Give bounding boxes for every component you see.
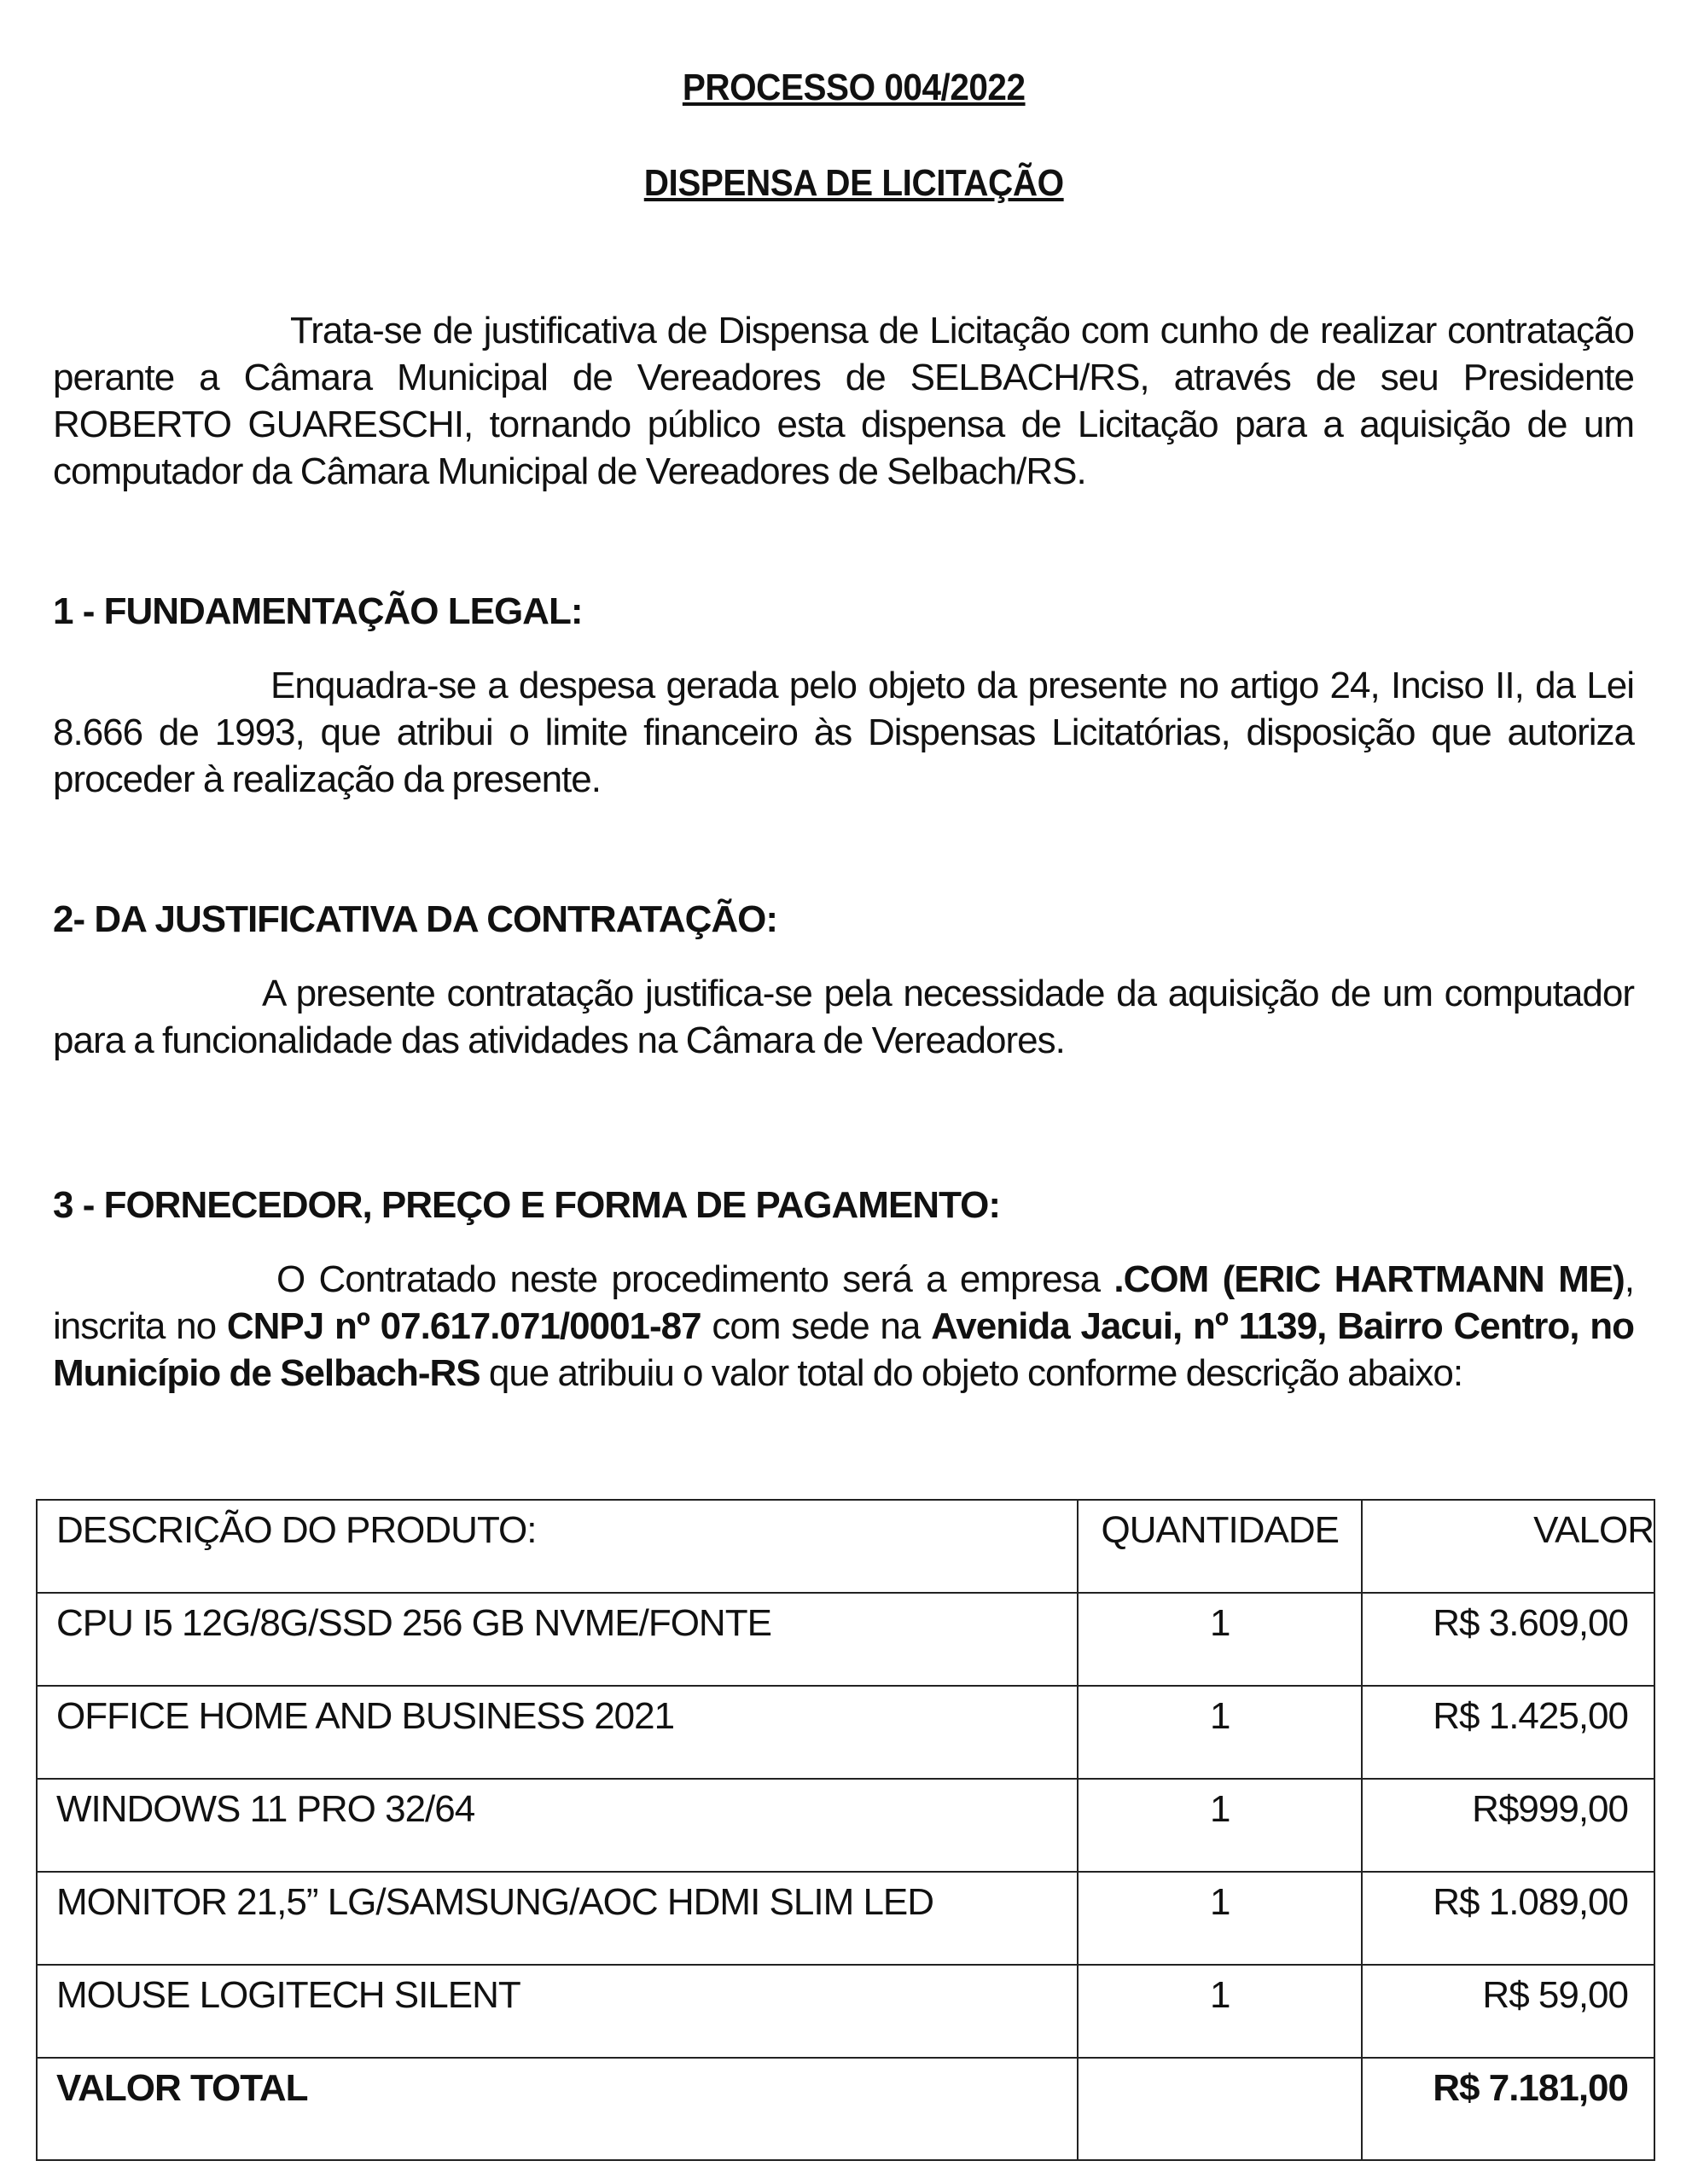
table-row [37, 1686, 1654, 1779]
header-description: DESCRIÇÃO DO PRODUTO: [37, 1500, 1078, 1593]
intro-paragraph [53, 307, 1634, 495]
total-value: R$ 7.181,00 [1362, 2058, 1654, 2160]
section-3-text-1: O Contratado neste procedimento será a empresa [276, 1258, 1101, 1300]
section-3-text-4: que atribuiu o valor total do objeto conforme descrição abaixo: [488, 1352, 1463, 1394]
company-name: .COM (ERIC HARTMANN ME) [1113, 1258, 1625, 1300]
section-3-heading: 3 - FORNECEDOR, PREÇO E FORMA DE PAGAMENTO: [53, 1184, 1001, 1226]
row-description: MOUSE LOGITECH SILENT [37, 1965, 1078, 2058]
products-table [36, 1499, 1655, 2161]
cnpj-number: CNPJ nº 07.617.071/0001-87 [226, 1305, 701, 1347]
section-1-text: Enquadra-se a despesa gerada pelo objeto da presente no artigo 24, Inciso II, da Lei 8.666 de 1993, que atribui o limite financeiro às Dispensas Licitatórias, disposição que autoriza proceder à realização da presente. [53, 665, 1634, 800]
row-value: R$ 1.089,00 [1362, 1872, 1654, 1965]
section-2-heading: 2- DA JUSTIFICATIVA DA CONTRATAÇÃO: [53, 898, 778, 940]
table-row [37, 1593, 1654, 1686]
row-description: WINDOWS 11 PRO 32/64 [37, 1779, 1078, 1872]
table-row [37, 1872, 1654, 1965]
section-3-body [53, 1256, 1634, 1397]
header-quantity: QUANTIDADE [1078, 1500, 1362, 1593]
row-description: CPU I5 12G/8G/SSD 256 GB NVME/FONTE [37, 1593, 1078, 1686]
section-2-body [53, 970, 1634, 1064]
section-3-text-3: com sede na [712, 1305, 921, 1347]
intro-text: Trata-se de justificativa de Dispensa de Licitação com cunho de realizar contratação perante a Câmara Municipal de Vereadores de SELBACH/RS, através de seu Presidente ROBERTO GUARESCHI, tornando público esta dispensa de Licitação para a aquisição de um computador da Câmara Municipal de Vereadores de Selbach/RS. [53, 310, 1634, 492]
total-label: VALOR TOTAL [37, 2058, 1078, 2160]
table-row [37, 1779, 1654, 1872]
row-value: R$ 59,00 [1362, 1965, 1654, 2058]
row-quantity: 1 [1078, 1779, 1362, 1872]
total-quantity [1078, 2058, 1362, 2160]
section-3-text-2: , inscrita no [53, 1258, 1634, 1347]
row-quantity: 1 [1078, 1872, 1362, 1965]
header-value: VALOR [1362, 1500, 1654, 1593]
section-2-text: A presente contratação justifica-se pela necessidade da aquisição de um computador para a funcionalidade das atividades na Câmara de Vereadores. [53, 973, 1634, 1061]
document-title: DISPENSA DE LICITAÇÃO [643, 162, 1064, 204]
row-quantity: 1 [1078, 1593, 1362, 1686]
section-3-text [53, 1256, 1634, 1397]
table-row [37, 1965, 1654, 2058]
row-value: R$999,00 [1362, 1779, 1654, 1872]
section-1-heading: 1 - FUNDAMENTAÇÃO LEGAL: [53, 590, 583, 632]
row-value: R$ 3.609,00 [1362, 1593, 1654, 1686]
company-address: Avenida Jacui, nº 1139, Bairro Centro, no Município de Selbach-RS [53, 1305, 1634, 1394]
table-total-row [37, 2058, 1654, 2160]
section-1-body [53, 662, 1634, 803]
row-quantity: 1 [1078, 1965, 1362, 2058]
row-description: MONITOR 21,5” LG/SAMSUNG/AOC HDMI SLIM LED [37, 1872, 1078, 1965]
table-header-row [37, 1500, 1654, 1593]
row-quantity: 1 [1078, 1686, 1362, 1779]
process-number: PROCESSO 004/2022 [682, 67, 1026, 108]
row-description: OFFICE HOME AND BUSINESS 2021 [37, 1686, 1078, 1779]
row-value: R$ 1.425,00 [1362, 1686, 1654, 1779]
